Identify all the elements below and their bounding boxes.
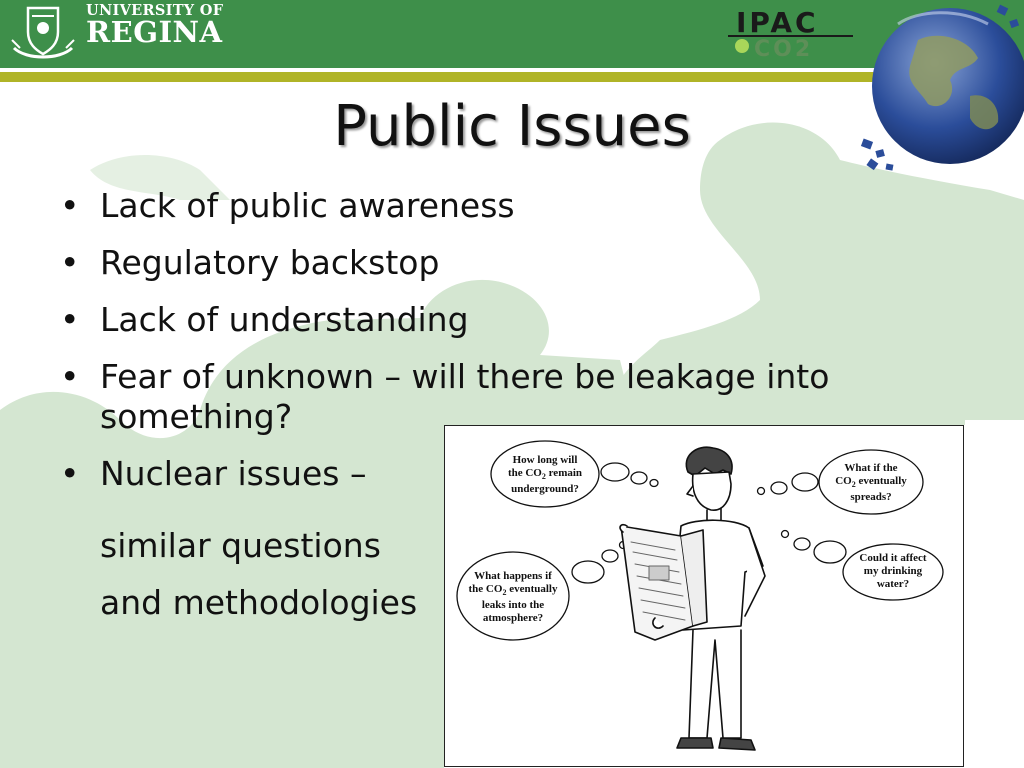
bubble-1-line-2: the CO <box>507 467 542 479</box>
bubble-2-line-1: What if the <box>844 462 898 474</box>
bubble-1-subscript: 2 <box>541 472 546 482</box>
bubble-3-line-2-rest: eventually <box>506 583 558 595</box>
bubble-2-subscript: 2 <box>851 480 856 490</box>
bullet-text: Lack of understanding <box>100 300 469 339</box>
thought-bubble-3 <box>457 570 569 625</box>
bullet-text: Regulatory backstop <box>100 243 440 282</box>
bubble-3-line-2: the CO <box>468 583 503 595</box>
bullet-dot: • <box>60 357 80 396</box>
university-crest-icon <box>8 4 78 64</box>
bubble-3-line-3: leaks into the <box>481 599 545 612</box>
bubble-4-line-2: my drinking <box>863 565 923 577</box>
ipac-logo-text: IPAC <box>736 6 819 39</box>
thought-bubble-2 <box>821 462 921 504</box>
bullet-text: Nuclear issues – <box>100 454 367 493</box>
bullet-dot: • <box>60 243 80 282</box>
bubble-3-line-4: atmosphere? <box>482 612 544 625</box>
bullet-continuation: something? <box>100 397 293 436</box>
slide-title: Public Issues <box>333 94 691 159</box>
bubble-4-line-1: Could it affect <box>859 552 927 564</box>
bullet-dot: • <box>60 186 80 225</box>
thought-bubble-4 <box>845 552 941 591</box>
bullet-item <box>60 300 900 340</box>
bullet-item <box>60 186 900 226</box>
bubble-1-line-2-rest: remain <box>545 467 583 479</box>
ipac-co2-logo <box>728 6 858 60</box>
bubble-1-line-1: How long will <box>512 454 578 466</box>
continuation-line-1: similar questions <box>100 526 381 565</box>
bullet-text: Lack of public awareness <box>100 186 515 225</box>
bubble-1-line-3: underground? <box>511 483 579 496</box>
bullet-text: Fear of unknown – will there be leakage into <box>100 357 830 396</box>
bubble-4-line-3: water? <box>876 578 910 590</box>
bullet-dot: • <box>60 454 80 493</box>
bullet-dot: • <box>60 300 80 339</box>
bullet-item <box>60 243 900 283</box>
ipac-sub-text: CO2 <box>754 37 814 60</box>
bubble-3-line-1: What happens if <box>474 570 552 582</box>
man-reading-newspaper-figure <box>620 447 765 750</box>
university-name-line1: UNIVERSITY OF <box>86 2 224 19</box>
continuation-line-2: and methodologies <box>100 583 418 622</box>
bubble-3-subscript: 2 <box>502 588 507 598</box>
university-name-line2: REGINA <box>86 15 223 49</box>
bubble-2-line-2-rest: eventually <box>855 475 907 487</box>
cartoon-illustration <box>444 425 964 767</box>
thought-bubble-1 <box>493 454 597 496</box>
bubble-2-line-3: spreads? <box>850 491 892 504</box>
bubble-2-line-2: CO <box>835 475 852 487</box>
